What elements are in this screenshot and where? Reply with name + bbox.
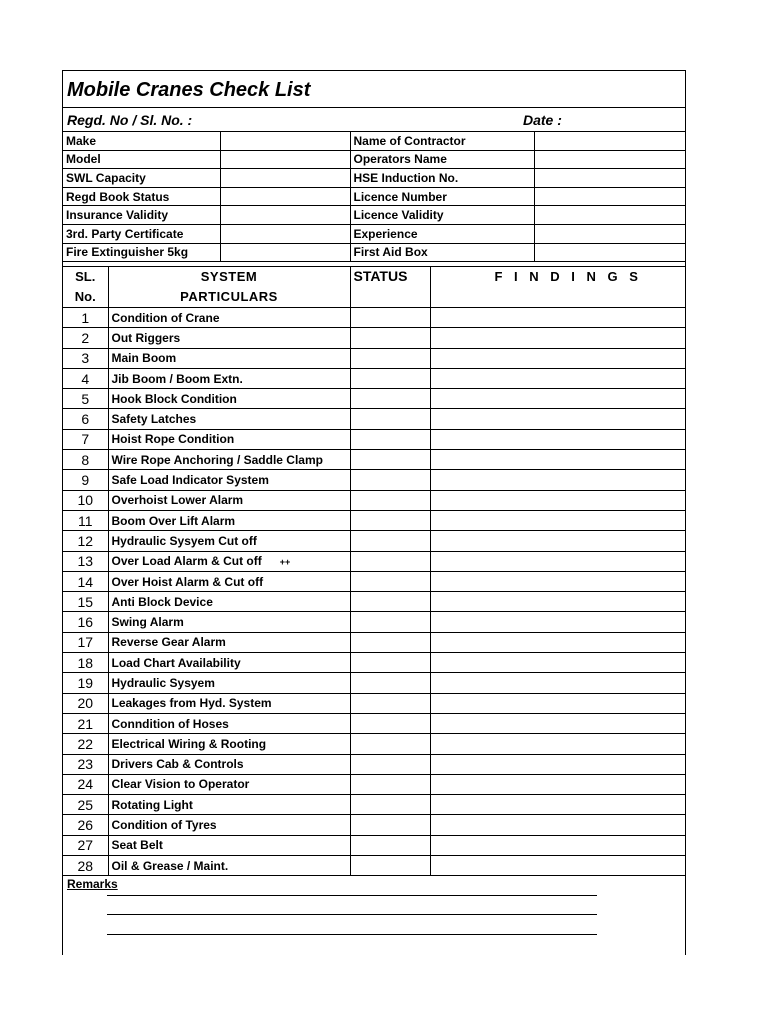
checklist-row xyxy=(63,368,685,388)
checklist-row xyxy=(63,592,685,612)
findings-field[interactable] xyxy=(430,551,685,571)
findings-field[interactable] xyxy=(430,592,685,612)
findings-field[interactable] xyxy=(430,673,685,693)
info-label-right: Experience xyxy=(350,224,534,243)
item-label: Oil & Grease / Maint. xyxy=(111,858,229,873)
status-field[interactable] xyxy=(350,795,430,815)
item-label: Over Hoist Alarm & Cut off xyxy=(111,574,264,589)
item-number: 7 xyxy=(63,429,108,449)
item-number: 18 xyxy=(63,653,108,673)
sl-no-header xyxy=(63,267,108,308)
status-field[interactable] xyxy=(350,551,430,571)
info-label-right: HSE Induction No. xyxy=(350,169,534,188)
status-field[interactable] xyxy=(350,510,430,530)
checklist-row xyxy=(63,531,685,551)
findings-field[interactable] xyxy=(430,368,685,388)
item-particular xyxy=(108,429,350,449)
checklist-row xyxy=(63,409,685,429)
item-number: 24 xyxy=(63,774,108,794)
status-field[interactable] xyxy=(350,673,430,693)
checklist-row xyxy=(63,795,685,815)
item-extra-mark: ++ xyxy=(279,557,291,568)
info-value-left-field[interactable] xyxy=(220,187,350,206)
findings-field[interactable] xyxy=(430,835,685,855)
sl-header-line2: No. xyxy=(74,289,96,304)
checklist-row xyxy=(63,551,685,571)
checklist-row xyxy=(63,571,685,591)
info-label-right: Licence Validity xyxy=(350,206,534,225)
info-row xyxy=(63,169,685,188)
findings-field[interactable] xyxy=(430,653,685,673)
item-number: 2 xyxy=(63,328,108,348)
item-number: 22 xyxy=(63,734,108,754)
findings-field[interactable] xyxy=(430,754,685,774)
item-particular xyxy=(108,328,350,348)
item-particular xyxy=(108,673,350,693)
item-particular xyxy=(108,653,350,673)
status-field[interactable] xyxy=(350,632,430,652)
info-value-left-field[interactable] xyxy=(220,169,350,188)
status-field[interactable] xyxy=(350,835,430,855)
item-particular xyxy=(108,409,350,429)
item-particular xyxy=(108,835,350,855)
status-field[interactable] xyxy=(350,368,430,388)
item-label: Jib Boom / Boom Extn. xyxy=(111,371,243,386)
checklist-row xyxy=(63,470,685,490)
findings-field[interactable] xyxy=(430,632,685,652)
item-particular xyxy=(108,348,350,368)
status-header: STATUS xyxy=(350,267,430,308)
status-field[interactable] xyxy=(350,389,430,409)
remarks-label: Remarks xyxy=(67,877,118,891)
item-particular xyxy=(108,795,350,815)
checklist-header-row xyxy=(63,267,685,308)
info-row xyxy=(63,187,685,206)
findings-field[interactable] xyxy=(430,856,685,876)
item-number: 19 xyxy=(63,673,108,693)
info-value-right-field[interactable] xyxy=(534,224,685,243)
item-label: Hydraulic Sysyem Cut off xyxy=(111,533,257,548)
item-label: Conndition of Hoses xyxy=(111,716,229,731)
item-label: Safety Latches xyxy=(111,412,197,427)
info-value-left-field[interactable] xyxy=(220,243,350,262)
checklist-row xyxy=(63,693,685,713)
findings-field[interactable] xyxy=(430,510,685,530)
item-label: Load Chart Availability xyxy=(111,655,241,670)
status-field[interactable] xyxy=(350,409,430,429)
checklist-row xyxy=(63,612,685,632)
checklist-row xyxy=(63,774,685,794)
findings-field[interactable] xyxy=(430,571,685,591)
remarks-line[interactable] xyxy=(107,914,597,915)
checklist-row xyxy=(63,673,685,693)
page-title: Mobile Cranes Check List xyxy=(67,79,311,101)
remarks-line[interactable] xyxy=(107,934,597,935)
item-label: Out Riggers xyxy=(111,330,181,345)
checklist-sheet xyxy=(62,70,686,955)
status-field[interactable] xyxy=(350,592,430,612)
info-value-left-field[interactable] xyxy=(220,150,350,169)
status-field[interactable] xyxy=(350,693,430,713)
item-label: Drivers Cab & Controls xyxy=(111,757,244,772)
item-particular xyxy=(108,693,350,713)
item-particular xyxy=(108,632,350,652)
status-field[interactable] xyxy=(350,713,430,733)
item-label: Main Boom xyxy=(111,351,177,366)
info-value-right-field[interactable] xyxy=(534,206,685,225)
status-field[interactable] xyxy=(350,429,430,449)
item-number: 17 xyxy=(63,632,108,652)
info-row xyxy=(63,132,685,151)
status-field[interactable] xyxy=(350,470,430,490)
checklist-row xyxy=(63,815,685,835)
findings-field[interactable] xyxy=(430,531,685,551)
status-field[interactable] xyxy=(350,490,430,510)
item-particular xyxy=(108,308,350,328)
checklist-row xyxy=(63,450,685,470)
divider xyxy=(63,107,685,108)
item-number: 6 xyxy=(63,409,108,429)
item-number: 9 xyxy=(63,470,108,490)
item-particular xyxy=(108,592,350,612)
item-particular xyxy=(108,450,350,470)
findings-field[interactable] xyxy=(430,774,685,794)
item-label: Wire Rope Anchoring / Saddle Clamp xyxy=(111,452,323,467)
checklist-row xyxy=(63,632,685,652)
item-number: 11 xyxy=(63,510,108,530)
item-number: 4 xyxy=(63,368,108,388)
item-label: Over Load Alarm & Cut off xyxy=(111,554,262,569)
status-field[interactable] xyxy=(350,328,430,348)
regd-no-label: Regd. No / Sl. No. : xyxy=(67,112,193,128)
findings-field[interactable] xyxy=(430,308,685,328)
checklist-row xyxy=(63,856,685,876)
info-row xyxy=(63,224,685,243)
findings-field[interactable] xyxy=(430,409,685,429)
checklist-row xyxy=(63,713,685,733)
findings-field[interactable] xyxy=(430,328,685,348)
info-value-right-field[interactable] xyxy=(534,132,685,151)
checklist-row xyxy=(63,510,685,530)
item-label: Reverse Gear Alarm xyxy=(111,635,226,650)
item-label: Overhoist Lower Alarm xyxy=(111,493,244,508)
date-label: Date : xyxy=(523,112,562,128)
status-field[interactable] xyxy=(350,774,430,794)
item-particular xyxy=(108,774,350,794)
status-field[interactable] xyxy=(350,450,430,470)
item-label: Clear Vision to Operator xyxy=(111,777,250,792)
checklist-row xyxy=(63,754,685,774)
remarks-top-divider xyxy=(63,875,685,876)
info-label-right: Licence Number xyxy=(350,187,534,206)
info-label-left: Model xyxy=(63,150,220,169)
item-label: Rotating Light xyxy=(111,797,193,812)
item-number: 12 xyxy=(63,531,108,551)
info-value-right-field[interactable] xyxy=(534,243,685,262)
info-value-right-field[interactable] xyxy=(534,169,685,188)
findings-field[interactable] xyxy=(430,734,685,754)
item-particular xyxy=(108,510,350,530)
info-label-left: Fire Extinguisher 5kg xyxy=(63,243,220,262)
info-label-left: Insurance Validity xyxy=(63,206,220,225)
item-label: Electrical Wiring & Rooting xyxy=(111,736,267,751)
remarks-line[interactable] xyxy=(107,895,597,896)
findings-field[interactable] xyxy=(430,389,685,409)
item-number: 5 xyxy=(63,389,108,409)
status-field[interactable] xyxy=(350,531,430,551)
item-label: Condition of Tyres xyxy=(111,818,217,833)
item-number: 20 xyxy=(63,693,108,713)
item-particular xyxy=(108,368,350,388)
info-value-left-field[interactable] xyxy=(220,132,350,151)
status-field[interactable] xyxy=(350,856,430,876)
item-label: Safe Load Indicator System xyxy=(111,473,269,488)
checklist-table xyxy=(63,266,685,876)
checklist-row xyxy=(63,653,685,673)
info-label-left: 3rd. Party Certificate xyxy=(63,224,220,243)
info-label-right: Name of Contractor xyxy=(350,132,534,151)
info-label-left: Make xyxy=(63,132,220,151)
item-particular xyxy=(108,612,350,632)
status-field[interactable] xyxy=(350,308,430,328)
info-label-left: Regd Book Status xyxy=(63,187,220,206)
item-number: 1 xyxy=(63,308,108,328)
findings-field[interactable] xyxy=(430,429,685,449)
info-row xyxy=(63,150,685,169)
item-number: 15 xyxy=(63,592,108,612)
item-number: 10 xyxy=(63,490,108,510)
item-number: 21 xyxy=(63,713,108,733)
info-label-right: First Aid Box xyxy=(350,243,534,262)
status-field[interactable] xyxy=(350,571,430,591)
item-label: Leakages from Hyd. System xyxy=(111,696,272,711)
item-number: 28 xyxy=(63,856,108,876)
system-header-line2: PARTICULARS xyxy=(180,289,278,304)
checklist-row xyxy=(63,348,685,368)
item-number: 25 xyxy=(63,795,108,815)
findings-field[interactable] xyxy=(430,713,685,733)
sl-header-line1: SL. xyxy=(75,269,96,284)
system-particulars-header xyxy=(108,267,350,308)
info-value-right-field[interactable] xyxy=(534,187,685,206)
info-row xyxy=(63,243,685,262)
findings-field[interactable] xyxy=(430,470,685,490)
item-label: Hoist Rope Condition xyxy=(111,432,235,447)
item-number: 13 xyxy=(63,551,108,571)
status-field[interactable] xyxy=(350,653,430,673)
info-label-right: Operators Name xyxy=(350,150,534,169)
item-label: Anti Block Device xyxy=(111,594,213,609)
item-number: 27 xyxy=(63,835,108,855)
item-label: Hydraulic Sysyem xyxy=(111,675,215,690)
checklist-row xyxy=(63,429,685,449)
item-particular xyxy=(108,754,350,774)
findings-field[interactable] xyxy=(430,450,685,470)
item-particular xyxy=(108,531,350,551)
checklist-row xyxy=(63,734,685,754)
findings-field[interactable] xyxy=(430,693,685,713)
item-label: Swing Alarm xyxy=(111,615,184,630)
status-field[interactable] xyxy=(350,348,430,368)
item-label: Boom Over Lift Alarm xyxy=(111,513,236,528)
findings-field[interactable] xyxy=(430,612,685,632)
item-particular xyxy=(108,713,350,733)
status-field[interactable] xyxy=(350,734,430,754)
info-label-left: SWL Capacity xyxy=(63,169,220,188)
item-label: Hook Block Condition xyxy=(111,391,237,406)
status-field[interactable] xyxy=(350,815,430,835)
info-value-left-field[interactable] xyxy=(220,206,350,225)
checklist-row xyxy=(63,389,685,409)
item-number: 14 xyxy=(63,571,108,591)
findings-field[interactable] xyxy=(430,815,685,835)
info-value-left-field[interactable] xyxy=(220,224,350,243)
item-particular xyxy=(108,815,350,835)
status-field[interactable] xyxy=(350,754,430,774)
findings-header: F I N D I N G S xyxy=(430,267,685,308)
item-number: 3 xyxy=(63,348,108,368)
checklist-row xyxy=(63,835,685,855)
item-number: 23 xyxy=(63,754,108,774)
checklist-row xyxy=(63,308,685,328)
item-particular xyxy=(108,470,350,490)
findings-field[interactable] xyxy=(430,490,685,510)
item-label: Condition of Crane xyxy=(111,310,220,325)
status-field[interactable] xyxy=(350,612,430,632)
vehicle-info-table xyxy=(63,131,685,262)
item-number: 26 xyxy=(63,815,108,835)
info-value-right-field[interactable] xyxy=(534,150,685,169)
item-particular xyxy=(108,389,350,409)
item-number: 8 xyxy=(63,450,108,470)
findings-field[interactable] xyxy=(430,795,685,815)
item-number: 16 xyxy=(63,612,108,632)
system-header-line1: SYSTEM xyxy=(200,269,258,284)
item-particular xyxy=(108,571,350,591)
item-particular xyxy=(108,734,350,754)
item-particular xyxy=(108,490,350,510)
findings-field[interactable] xyxy=(430,348,685,368)
item-label: Seat Belt xyxy=(111,838,163,853)
info-row xyxy=(63,206,685,225)
checklist-row xyxy=(63,490,685,510)
item-particular xyxy=(108,551,350,571)
item-particular xyxy=(108,856,350,876)
checklist-row xyxy=(63,328,685,348)
